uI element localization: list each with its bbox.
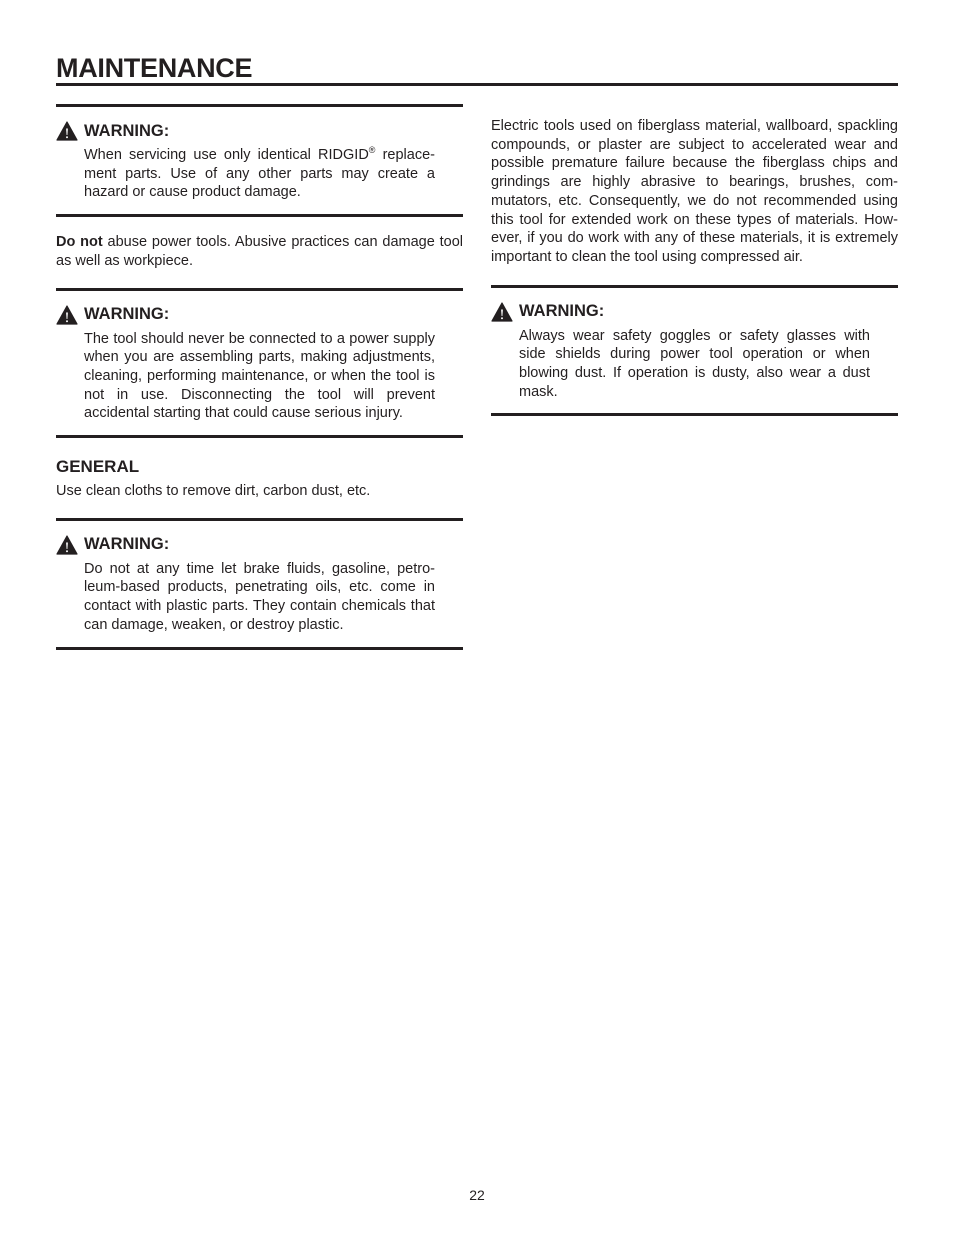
right-column [491,117,898,416]
warning-text [84,146,435,202]
warning-box-disconnect [56,288,463,439]
warning-header [56,534,435,556]
general-text: Use clean cloths to remove dirt, carbon dust, etc. [56,483,371,500]
warning-triangle-icon [56,121,78,141]
warning-text: Always wear safety goggles or safety glasses with side shields during power tool operation or when blowing dust. If operation is dusty, also wear a dust mask. [519,327,870,400]
page-number: 22 [469,1187,485,1203]
warning-title: WARNING: [84,121,170,140]
registered-mark: ® [368,145,376,156]
left-column [56,104,463,650]
warning-text-pre: When servicing use only identical RIDGID [84,147,369,163]
warning-triangle-icon [56,305,78,325]
do-not-lead: Do not [56,234,103,251]
warning-header [491,301,870,323]
page-title: MAINTENANCE [56,53,253,83]
warning-box-safety-goggles [491,285,898,417]
warning-title: WARNING: [84,305,170,324]
general-heading: GENERAL [56,457,140,477]
warning-triangle-icon [491,302,513,322]
warning-title: WARNING: [84,535,170,554]
warning-title: WARNING: [519,302,605,321]
fiberglass-paragraph: Electric tools used on fiberglass material, wallboard, spackling compounds, or plaster are subject to accelerated wear and possible premature failure because the fiberglass chips and grindings are highly abrasive to bearings, brushes, commutators, etc. Consequently, we do not recommended using this tool for extended work on these types of materials. However, if you do work with any of these materials, it is extremely important to clean the tool using compressed air. [491,118,898,265]
warning-triangle-icon [56,535,78,555]
warning-header [56,120,435,142]
warning-text: The tool should never be connected to a power supply when you are assembling parts, making adjustments, cleaning, performing maintenance, or when the tool is not in use. Disconnecting the tool will prevent accidental starting that could cause serious injury. [84,330,435,422]
abuse-paragraph [56,233,463,270]
warning-box-replacement-parts [56,104,463,217]
abuse-text: abuse power tools. Abusive practices can damage tool as well as workpiece. [56,234,463,269]
warning-text-post: replacement parts. Use of any other parts may create a hazard or cause product damage. [84,147,435,201]
warning-box-fluids [56,518,463,650]
title-rule [56,83,898,86]
warning-header [56,304,435,326]
warning-text: Do not at any time let brake fluids, gasoline, petroleum-based products, penetrating oils, etc. come in contact with plastic parts. They contain chemicals that can damage, weaken, or destroy plastic. [84,560,435,633]
